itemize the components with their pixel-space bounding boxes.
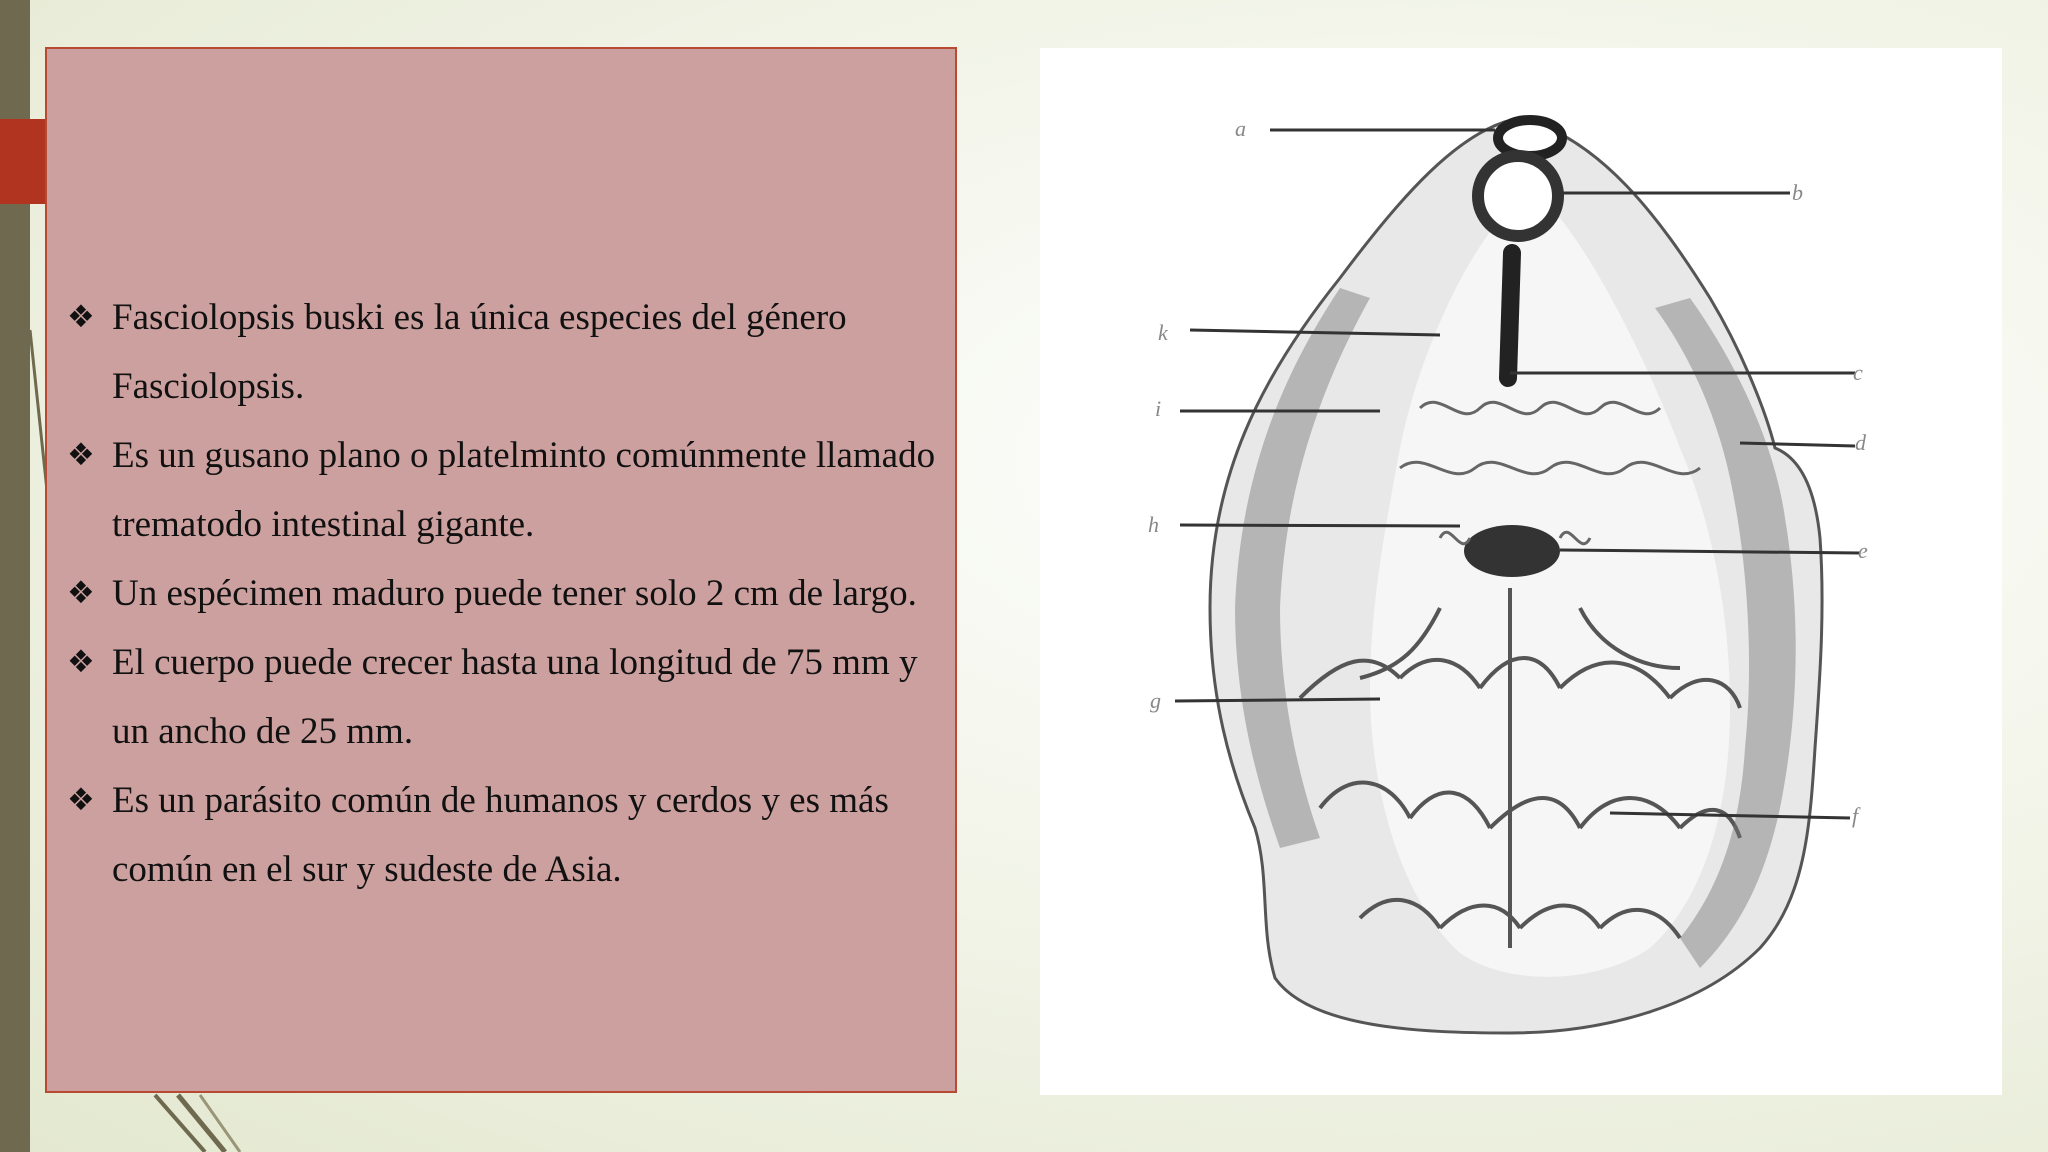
fluke-illustration-panel — [1040, 48, 2002, 1095]
bullet-item — [67, 421, 947, 559]
figure-label-k: k — [1158, 320, 1168, 345]
bullet-diamond-icon: ❖ — [67, 575, 95, 611]
bullet-diamond-icon: ❖ — [67, 437, 95, 473]
ventral-sucker — [1464, 525, 1560, 577]
bullet-item — [67, 628, 947, 766]
bullet-diamond-icon: ❖ — [67, 644, 95, 680]
bullet-item — [67, 766, 947, 904]
figure-label-i: i — [1155, 396, 1162, 421]
figure-label-f: f — [1852, 803, 1859, 828]
figure-label-c: c — [1853, 360, 1863, 385]
oral-sucker — [1498, 120, 1562, 156]
bullet-diamond-icon: ❖ — [67, 782, 95, 818]
figure-label-g: g — [1150, 688, 1161, 713]
bullet-text: El cuerpo puede crecer hasta una longitud de 75 mm y un ancho de 25 mm. — [112, 642, 918, 752]
pharynx-ring — [1478, 156, 1558, 236]
bullet-item — [67, 283, 947, 421]
bullet-text: Fasciolopsis buski es la única especies del género Fasciolopsis. — [112, 297, 847, 407]
bullet-list — [67, 283, 947, 904]
figure-label-e: e — [1858, 538, 1868, 563]
bullet-diamond-icon: ❖ — [67, 299, 95, 335]
figure-label-h: h — [1148, 512, 1159, 537]
deco-line — [178, 1095, 225, 1152]
figure-label-d: d — [1855, 430, 1866, 455]
bullet-text: Un espécimen maduro puede tener solo 2 cm de largo. — [112, 573, 917, 614]
deco-line — [155, 1095, 205, 1152]
figure-label-b: b — [1792, 180, 1803, 205]
bullet-item — [67, 559, 947, 628]
fasciolopsis-illustration — [1040, 48, 2002, 1095]
bullet-text: Es un gusano plano o platelminto comúnmente llamado trematodo intestinal gigante. — [112, 435, 936, 545]
esophagus — [1508, 253, 1512, 378]
figure-label-a: a — [1235, 116, 1246, 141]
bullet-text: Es un parásito común de humanos y cerdos y es más común en el sur y sudeste de Asia. — [112, 780, 889, 890]
text-panel — [45, 47, 957, 1093]
